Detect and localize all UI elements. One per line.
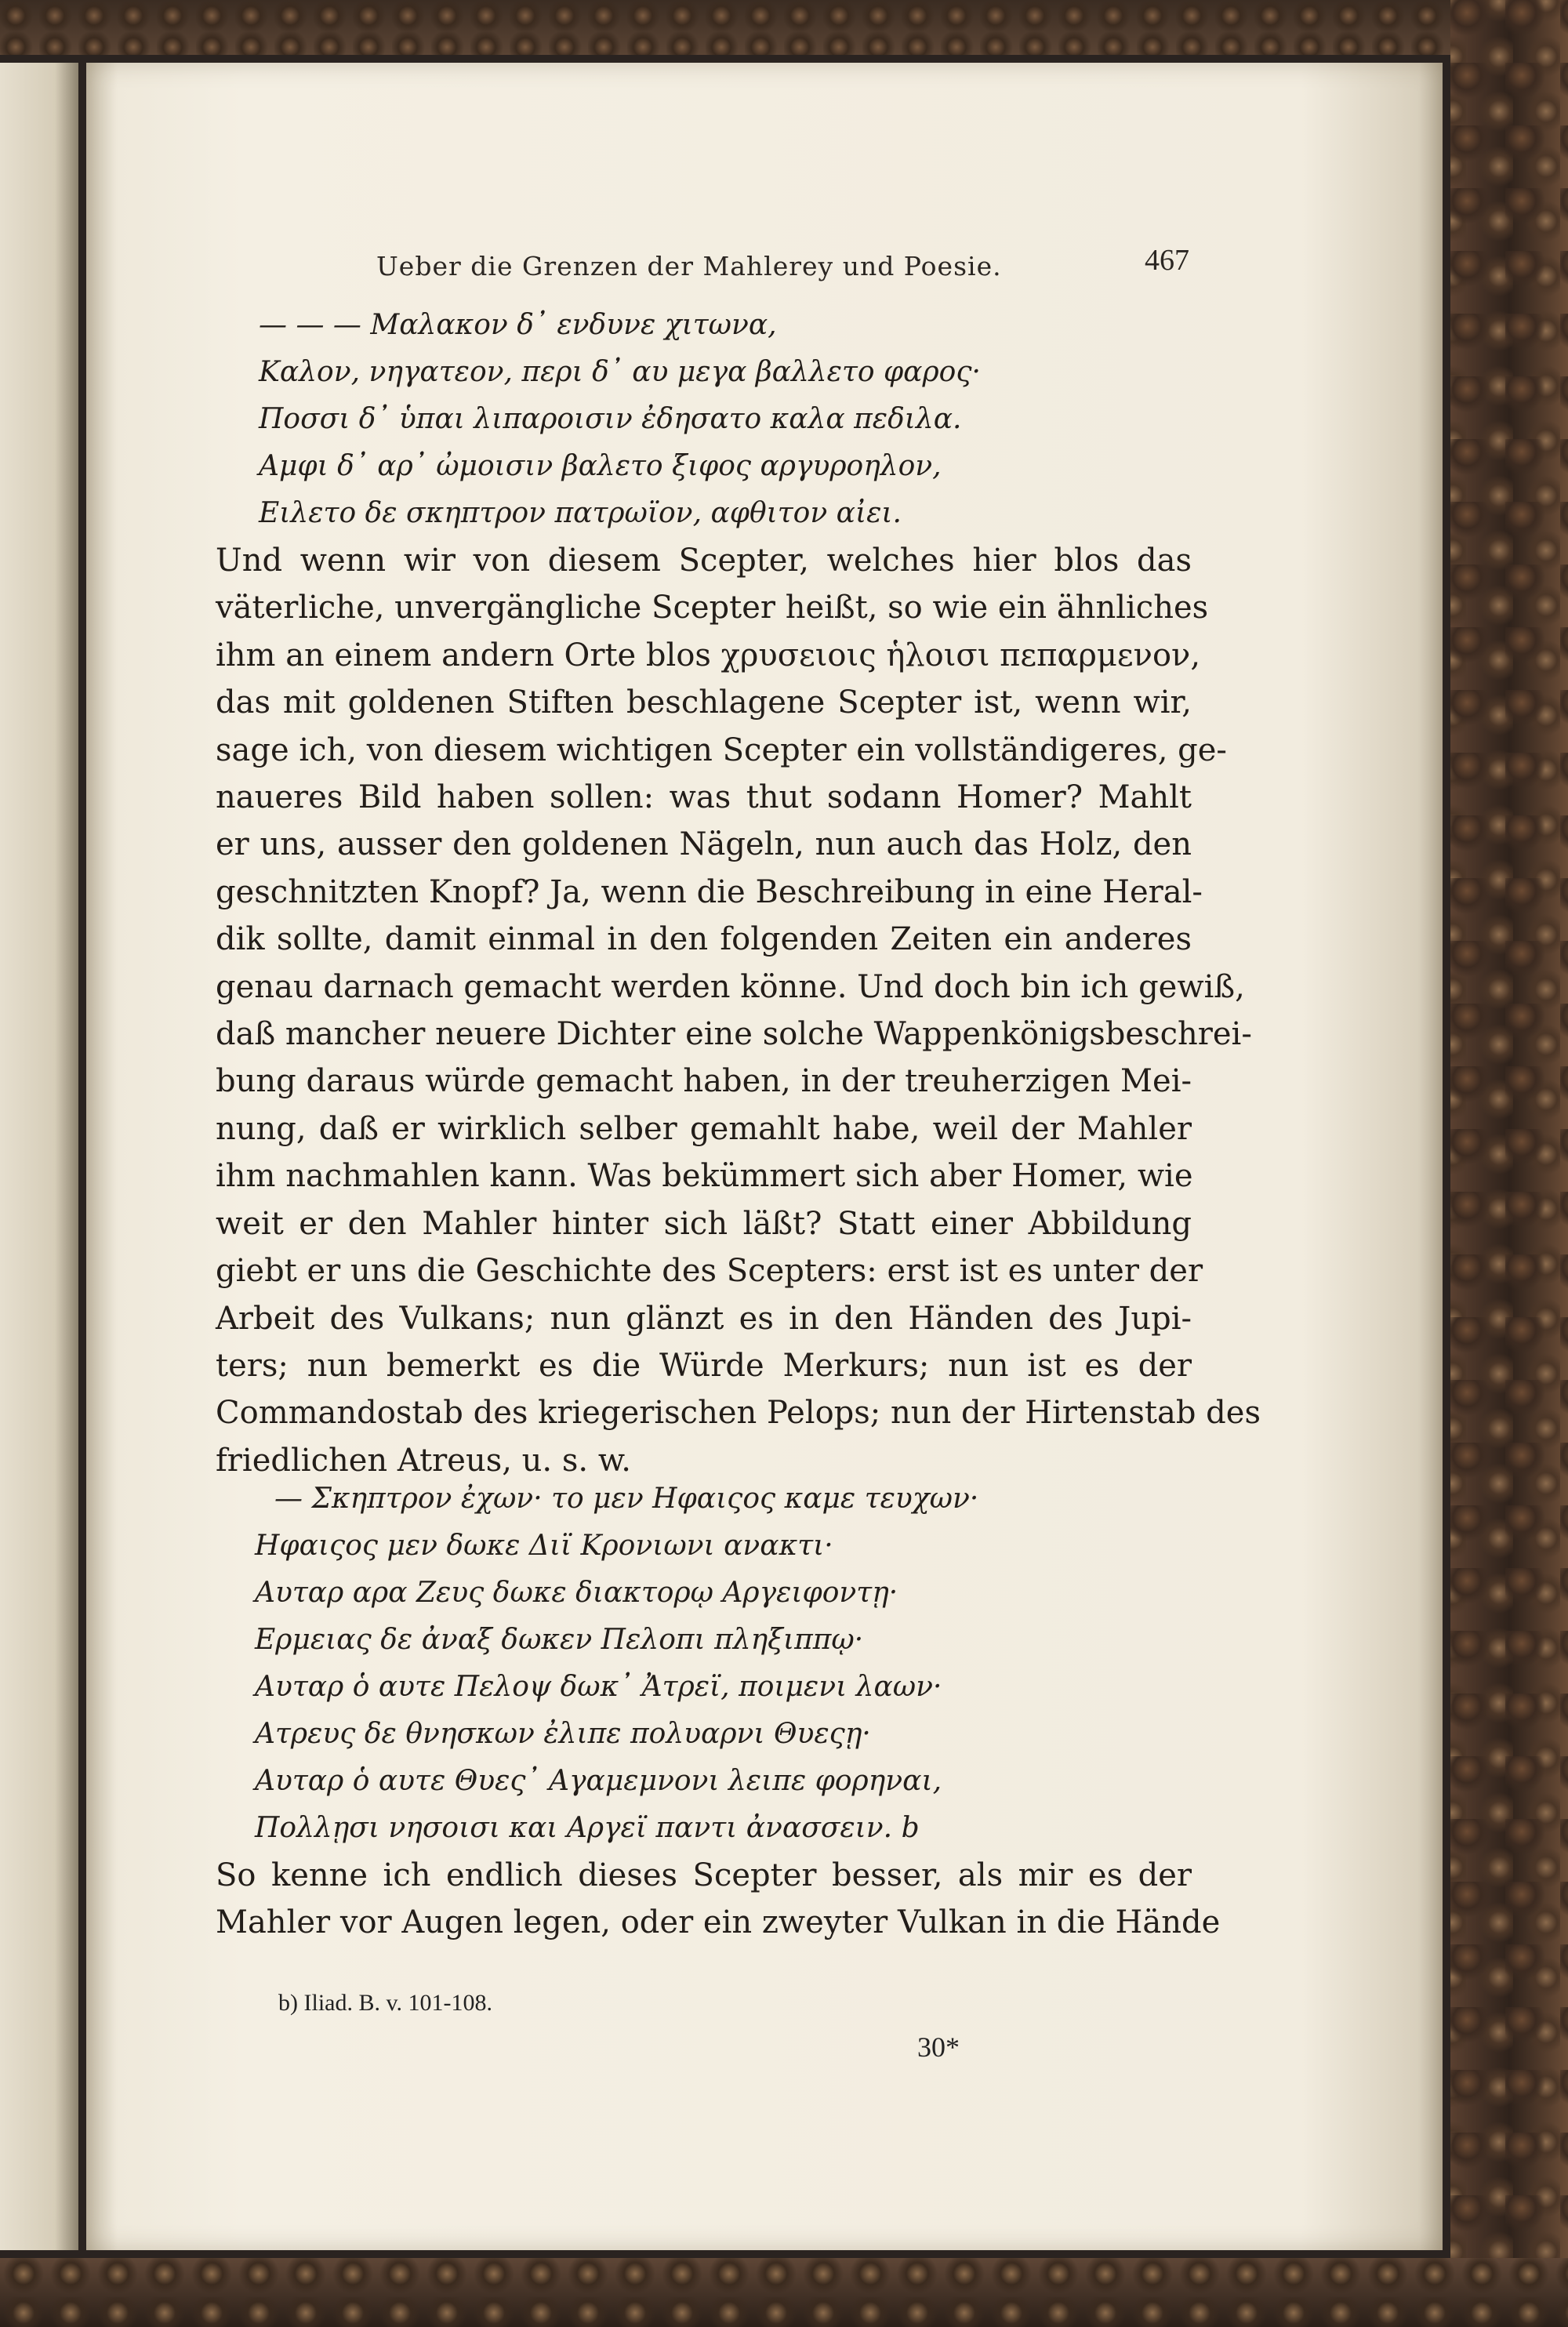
text-line: nung, daß er wirklich selber gemahlt habe, weil der Mahler [216, 1110, 1192, 1147]
greek-quotation-2 [216, 1476, 1192, 1852]
verse-line: Αυταρ ὁ αυτε Πελοψ δωκ᾽ Ἀτρεϊ, ποιμενι λαων· [255, 1671, 942, 1703]
verse-line: — Σκηπτρον ἐχων· το μεν Ηφαιςος καμε τευχων· [274, 1483, 979, 1515]
text-line: väterliche, unvergängliche Scepter heißt, so wie ein ähnliches [216, 590, 1209, 626]
body-paragraph-2 [216, 1852, 1221, 1947]
book-edge-right [1450, 0, 1568, 2327]
footnote: b) Iliad. B. v. 101-108. [278, 1990, 493, 2016]
verse-line: — — — Μαλακον δ᾽ ενδυνε χιτωνα, [259, 309, 777, 341]
verse-line: Καλον, νηγατεον, περι δ᾽ αυ μεγα βαλλετο φαρος· [259, 356, 981, 388]
verse-line: Αυταρ ὁ αυτε Θυες᾽ Αγαμεμνονι λειπε φορηναι, [255, 1765, 942, 1797]
text-line: dik sollte, damit einmal in den folgenden Zeiten ein anderes [216, 921, 1192, 958]
facing-page [0, 63, 78, 2250]
text-line: sage ich, von diesem wichtigen Scepter ein vollständigeres, ge- [216, 731, 1227, 768]
text-line: ihm an einem andern Orte blos χρυσειοις ἡλοισι πεπαρμενον, [216, 637, 1201, 673]
text-line: das mit goldenen Stiften beschlagene Scepter ist, wenn wir, [216, 684, 1192, 721]
text-line: ters; nun bemerkt es die Würde Merkurs; nun ist es der [216, 1347, 1192, 1384]
book-edge-top [0, 0, 1568, 55]
text-line: ihm nachmahlen kann. Was bekümmert sich aber Homer, wie [216, 1158, 1193, 1195]
text-line: bung daraus würde gemacht haben, in der treuherzigen Mei- [216, 1063, 1192, 1100]
text-line: So kenne ich endlich dieses Scepter besser, als mir es der [216, 1857, 1192, 1893]
verse-line: Ειλετο δε σκηπτρον πατρωϊον, αφθιτον αἰει. [259, 497, 902, 529]
text-line: daß mancher neuere Dichter eine solche Wappenkönigsbeschrei- [216, 1016, 1252, 1053]
text-line: Und wenn wir von diesem Scepter, welches hier blos das [216, 543, 1192, 579]
body-paragraph-1 [216, 537, 1261, 1484]
signature-mark: 30* [917, 2031, 960, 2063]
text-line: Commandostab des kriegerischen Pelops; nun der Hirtenstab des [216, 1395, 1261, 1432]
text-line: giebt er uns die Geschichte des Scepters: erst ist es unter der [216, 1253, 1203, 1290]
verse-line: Ποσσι δ᾽ ὑπαι λιπαροισιν ἐδησατο καλα πεδιλα. [259, 403, 962, 435]
verse-line: Ηφαιςος μεν δωκε Διϊ Κρονιωνι ανακτι· [255, 1530, 833, 1562]
page-number: 467 [1145, 244, 1189, 277]
book-edge-bottom [0, 2258, 1568, 2327]
running-title: Ueber die Grenzen der Mahlerey und Poesie. [376, 251, 1002, 281]
text-line: friedlichen Atreus, u. s. w. [216, 1442, 632, 1479]
text-line: naueres Bild haben sollen: was thut sodann Homer? Mahlt [216, 779, 1192, 816]
text-line: Mahler vor Augen legen, oder ein zweyter Vulkan in die Hände [216, 1904, 1221, 1941]
text-line: er uns, ausser den goldenen Nägeln, nun auch das Holz, den [216, 826, 1192, 863]
text-line: weit er den Mahler hinter sich läßt? Statt einer Abbildung [216, 1205, 1192, 1242]
verse-line: Πολλῃσι νησοισι και Αργεϊ παντι ἀνασσειν. b [255, 1812, 920, 1844]
verse-line: Ερμειας δε ἀναξ δωκεν Πελοπι πληξιππῳ· [255, 1624, 864, 1656]
text-line: genau darnach gemacht werden könne. Und doch bin ich gewiß, [216, 968, 1245, 1005]
verse-line: Αυταρ αρα Ζευς δωκε διακτορῳ Αργειφοντῃ· [255, 1577, 898, 1609]
verse-line: Ατρευς δε θνησκων ἐλιπε πολυαρνι Θυεςῃ· [255, 1718, 871, 1750]
greek-quotation-1 [216, 302, 1192, 537]
text-line: Arbeit des Vulkans; nun glänzt es in den Händen des Jupi- [216, 1300, 1192, 1337]
verse-line: Αμφι δ᾽ αρ᾽ ὠμοισιν βαλετο ξιφος αργυροηλον, [259, 450, 942, 482]
text-line: geschnitzten Knopf? Ja, wenn die Beschreibung in eine Heral- [216, 873, 1203, 910]
